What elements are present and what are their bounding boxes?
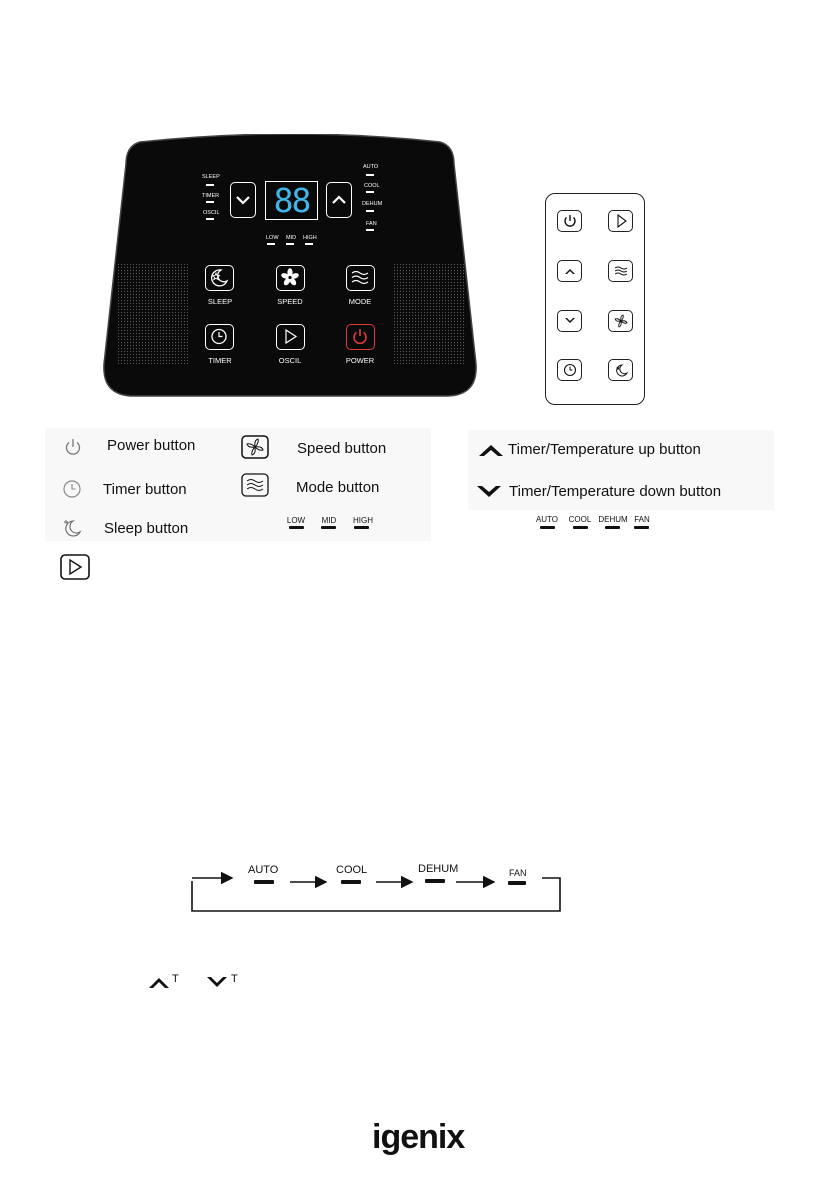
remote-mode-button[interactable]: [608, 260, 633, 282]
legend-led-cool: [573, 526, 588, 529]
panel-oscil-button[interactable]: [276, 324, 305, 350]
led-label-high: HIGH: [303, 235, 317, 241]
sleep-icon: [612, 362, 630, 378]
legend-led-low: [289, 526, 304, 529]
timer-icon: [206, 325, 232, 348]
legend-speed-label: Speed button: [297, 440, 387, 457]
legend-led-dehum-label: DEHUM: [598, 515, 628, 524]
legend-up-item: [478, 442, 504, 458]
cycle-cool-label: COOL: [336, 864, 368, 876]
legend-sleep-item: [60, 517, 84, 539]
led-label-oscil: OSCIL: [203, 210, 220, 216]
panel-power-label: POWER: [345, 356, 375, 365]
legend-speed-item: [241, 435, 269, 459]
legend-up-label: Timer/Temperature up button: [508, 441, 701, 458]
led-sleep: [206, 184, 214, 186]
mode-icon: [612, 263, 630, 279]
led-mid: [286, 243, 294, 245]
legend-led-fan-label: FAN: [634, 515, 650, 524]
sleep-icon: [60, 517, 84, 539]
led-low: [267, 243, 275, 245]
led-label-fan: FAN: [366, 221, 377, 227]
legend-power-item: [62, 436, 84, 458]
panel-power-button[interactable]: [346, 324, 375, 350]
cycle-auto-led: [254, 880, 274, 884]
oscillation-icon: [612, 213, 630, 229]
brand-logo: igenix: [372, 1118, 465, 1156]
legend-led-mid: [321, 526, 336, 529]
fan-icon: [241, 435, 269, 459]
chevron-down-icon: [206, 976, 228, 989]
remote-timer-button[interactable]: [557, 359, 582, 381]
mode-icon: [241, 473, 269, 497]
chevron-up-icon: [148, 976, 170, 989]
led-label-sleep: SLEEP: [202, 174, 220, 180]
legend-oscil-item: [60, 554, 90, 580]
sleep-icon: [206, 266, 232, 289]
chevron-up-icon: [478, 442, 504, 458]
legend-led-fan: [634, 526, 649, 529]
remote-fan-button[interactable]: [608, 310, 633, 332]
legend-led-high-label: HIGH: [353, 516, 373, 525]
panel-sleep-button[interactable]: [205, 265, 234, 291]
digital-display: 88: [265, 181, 318, 220]
legend-power-label: Power button: [107, 437, 196, 454]
cycle-auto-label: AUTO: [248, 864, 279, 876]
footnote-up-text: T: [172, 973, 179, 985]
mode-icon: [347, 266, 373, 289]
chevron-up-icon: [561, 263, 579, 279]
led-auto: [366, 174, 374, 176]
panel-oscil-label: OSCIL: [278, 356, 302, 365]
chevron-down-icon: [561, 313, 579, 329]
chevron-down-icon: [231, 183, 255, 217]
panel-speed-button[interactable]: [276, 265, 305, 291]
fan-icon: [277, 266, 303, 289]
cycle-dehum-label: DEHUM: [418, 863, 459, 875]
led-label-auto: AUTO: [363, 164, 379, 170]
led-label-mid: MID: [286, 235, 297, 241]
legend-down-label: Timer/Temperature down button: [509, 483, 722, 500]
legend-led-cool-label: COOL: [568, 515, 592, 524]
panel-timer-button[interactable]: [205, 324, 234, 350]
led-cool: [366, 191, 374, 193]
panel-mode-label: MODE: [348, 297, 372, 306]
legend-timer-item: [61, 478, 83, 500]
chevron-up-icon: [327, 183, 351, 217]
power-icon: [347, 325, 373, 348]
led-dehum: [366, 210, 374, 212]
panel-sleep-label: SLEEP: [207, 297, 233, 306]
remote-oscil-button[interactable]: [608, 210, 633, 232]
remote-down-button[interactable]: [557, 310, 582, 332]
legend-led-auto-label: AUTO: [535, 515, 559, 524]
led-timer: [206, 201, 214, 203]
legend-down-item: [476, 484, 502, 500]
panel-up-button[interactable]: [326, 182, 352, 218]
led-label-timer: TIMER: [202, 193, 220, 199]
cycle-fan-label: FAN: [509, 868, 527, 878]
timer-icon: [61, 478, 83, 500]
power-icon: [561, 213, 579, 229]
footnote-down-text: T: [231, 973, 238, 985]
timer-icon: [561, 362, 579, 378]
legend-led-mid-label: MID: [321, 516, 337, 525]
remote-power-button[interactable]: [557, 210, 582, 232]
power-icon: [62, 436, 84, 458]
panel-speed-label: SPEED: [277, 297, 303, 306]
legend-sleep-label: Sleep button: [104, 520, 189, 537]
legend-led-high: [354, 526, 369, 529]
cycle-cool-led: [341, 880, 361, 884]
speaker-grille-right: [394, 264, 464, 364]
fan-icon: [612, 313, 630, 329]
remote-control: [545, 193, 645, 405]
cycle-dehum-led: [425, 879, 445, 883]
led-label-cool: COOL: [364, 183, 380, 189]
remote-up-button[interactable]: [557, 260, 582, 282]
chevron-down-icon: [476, 484, 502, 500]
oscillation-icon: [60, 554, 90, 580]
panel-mode-button[interactable]: [346, 265, 375, 291]
legend-led-dehum: [605, 526, 620, 529]
legend-timer-label: Timer button: [103, 481, 187, 498]
led-high: [305, 243, 313, 245]
oscillation-icon: [277, 325, 303, 348]
panel-timer-label: TIMER: [208, 356, 232, 365]
control-panel: [102, 134, 478, 397]
legend-led-low-label: LOW: [286, 516, 306, 525]
speaker-grille-left: [118, 264, 188, 364]
legend-mode-item: [241, 473, 269, 497]
panel-down-button[interactable]: [230, 182, 256, 218]
led-label-dehum: DEHUM: [362, 201, 383, 207]
led-oscil: [206, 218, 214, 220]
legend-mode-label: Mode button: [296, 479, 380, 496]
remote-sleep-button[interactable]: [608, 359, 633, 381]
led-fan: [366, 229, 374, 231]
cycle-fan-led: [508, 881, 526, 885]
led-label-low: LOW: [266, 235, 279, 241]
legend-led-auto: [540, 526, 555, 529]
